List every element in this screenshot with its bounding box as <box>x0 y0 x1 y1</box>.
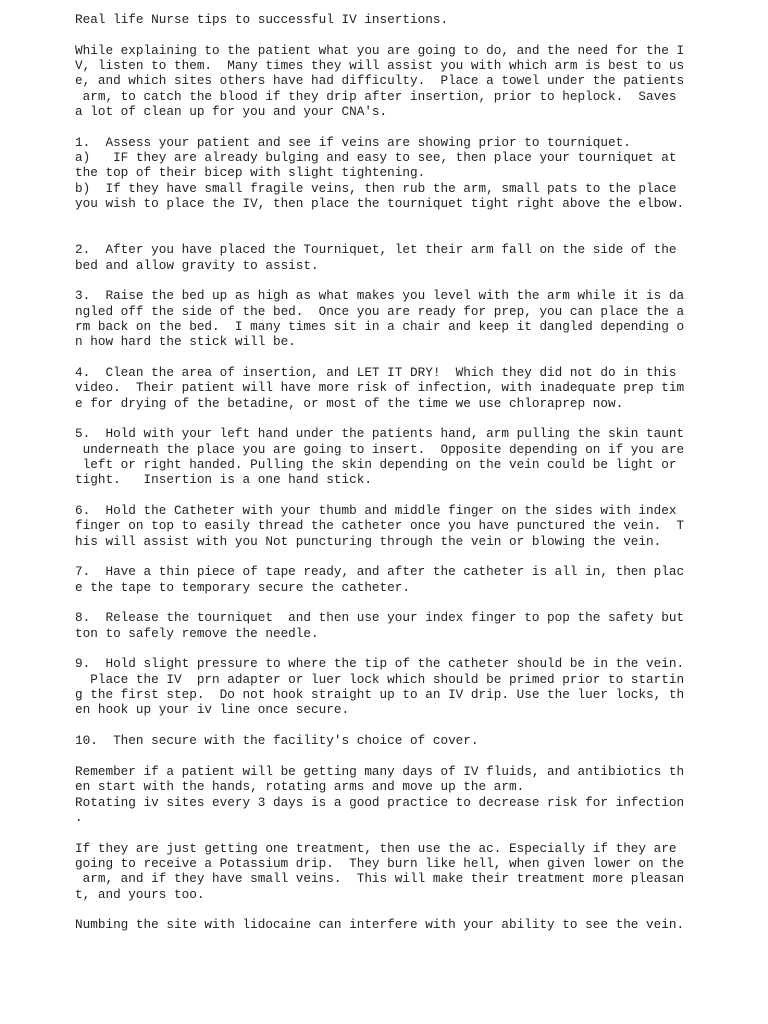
step-3: 3. Raise the bed up as high as what makes you level with the arm while it is da ngled off the side of the bed. Once you are ready for prep, you can place the a rm back on the bed. I many times sit in a chair and keep it dangled depending o n how hard the stick will be. <box>75 288 685 350</box>
document-title: Real life Nurse tips to successful IV insertions. <box>75 12 449 27</box>
step-9: 9. Hold slight pressure to where the tip of the catheter should be in the vein. Place the IV prn adapter or luer lock which should be primed prior to startin g the first step. Do not hook straight up to an IV drip. Use the luer locks, th en hook up your iv line once secure. <box>75 656 685 718</box>
step-6: 6. Hold the Catheter with your thumb and middle finger on the sides with index finger on top to easily thread the catheter once you have punctured the vein. T his will assist with you Not puncturing through the vein or blowing the vein. <box>75 503 685 549</box>
step-2: 2. After you have placed the Tourniquet, let their arm fall on the side of the bed and allow gravity to assist. <box>75 242 677 273</box>
step-4: 4. Clean the area of insertion, and LET IT DRY! Which they did not do in this video. Their patient will have more risk of infection, with inadequate prep tim e for drying of the betadine, or most of the time we use chloraprep now. <box>75 364 685 411</box>
step-10: 10. Then secure with the facility's choice of cover. <box>75 733 479 749</box>
remember-paragraph: Remember if a patient will be getting many days of IV fluids, and antibiotics th en start with the hands, rotating arms and move up the arm. Rotating iv sites every 3 days is a good practice to decrease risk for infection . <box>75 763 685 825</box>
step-5: 5. Hold with your left hand under the patients hand, arm pulling the skin taunt underneath the place you are going to insert. Opposite depending on if you are left or right handed. Pulling the skin depending on the vein could be light or tight. Insertion is a one hand stick. <box>75 426 685 488</box>
numbing-paragraph: Numbing the site with lidocaine can interfere with your ability to see the vein. <box>75 917 685 933</box>
step-1: 1. Assess your patient and see if veins are showing prior to tourniquet. a) IF they are already bulging and easy to see, then place your tourniquet at the top of their bicep with slight tightening. b) If they have small fragile veins, then rub the arm, small pats to the place you wish to place the IV, then place the tourniquet tight right above the elbow. <box>75 134 685 212</box>
step-7: 7. Have a thin piece of tape ready, and after the catheter is all in, then plac e the tape to temporary secure the catheter. <box>75 564 685 595</box>
one-treatment-paragraph: If they are just getting one treatment, then use the ac. Especially if they are going to receive a Potassium drip. They burn like hell, when given lower on the arm, and if they have small veins. This will make their treatment more pleasan t, and yours too. <box>75 840 685 902</box>
document-page <box>75 12 685 933</box>
step-8: 8. Release the tourniquet and then use your index finger to pop the safety but ton to safely remove the needle. <box>75 610 685 641</box>
intro-paragraph: While explaining to the patient what you are going to do, and the need for the I V, listen to them. Many times they will assist you with which arm is best to us e, and which sites others have had difficulty. Place a towel under the patients arm, to catch the blood if they drip after insertion, prior to heplock. Saves a lot of clean up for you and your CNA's. <box>75 42 685 120</box>
